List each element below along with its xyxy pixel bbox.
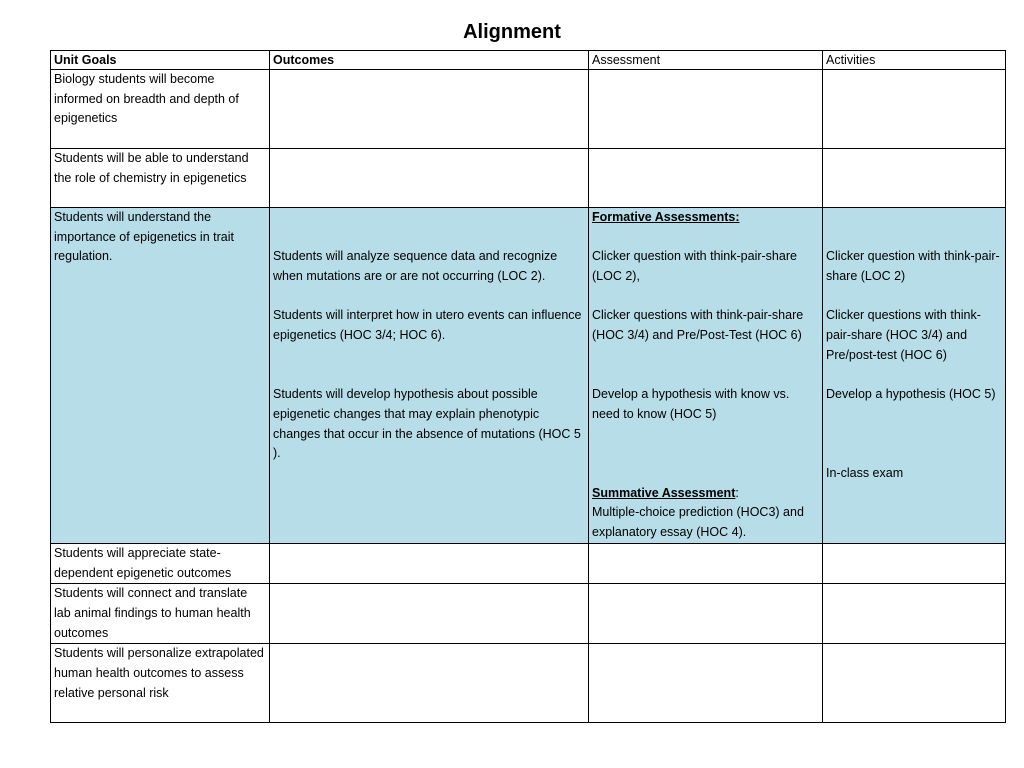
- assessment-cell: [589, 644, 823, 723]
- header-unit-goals: Unit Goals: [51, 51, 270, 70]
- activities-cell: [823, 584, 1006, 644]
- spacer: [826, 405, 1002, 444]
- header-activities: Activities: [823, 51, 1006, 70]
- activity-item: Develop a hypothesis (HOC 5): [826, 387, 996, 402]
- unit-goal-cell: Biology students will become informed on breadth and depth of epigenetics: [51, 70, 270, 149]
- assessment-item: Clicker questions with think-pair-share (HOC 3/4) and Pre/Post-Test (HOC 6): [592, 308, 804, 343]
- activities-cell: [823, 644, 1006, 723]
- assessment-item: Develop a hypothesis with know vs. need to know (HOC 5): [592, 387, 790, 421]
- spacer: [826, 208, 1002, 247]
- outcomes-cell: [270, 543, 589, 583]
- summative-assessment-heading: Summative Assessment: [592, 485, 736, 500]
- spacer: [592, 464, 819, 484]
- spacer: [592, 425, 819, 464]
- outcome-item: Students will develop hypothesis about possible epigenetic changes that may explain phenotypic changes that occur in the absence of mutations (HOC 5 ).: [273, 387, 581, 461]
- outcomes-cell: [270, 584, 589, 644]
- unit-goal-cell: Students will appreciate state-dependent epigenetic outcomes: [51, 543, 270, 583]
- table-row-highlighted: [51, 208, 1006, 544]
- spacer: [592, 346, 819, 385]
- outcomes-cell: [270, 149, 589, 208]
- activities-cell: [823, 208, 1006, 544]
- table-row: [51, 644, 1006, 723]
- assessment-cell: [589, 149, 823, 208]
- outcome-item: Students will analyze sequence data and recognize when mutations are or are not occurring (LOC 2).: [273, 249, 558, 284]
- table-row: [51, 149, 1006, 208]
- header-outcomes: Outcomes: [270, 51, 589, 70]
- unit-goal-cell: Students will personalize extrapolated human health outcomes to assess relative personal risk: [51, 644, 270, 723]
- unit-goal-cell: Students will connect and translate lab animal findings to human health outcomes: [51, 584, 270, 644]
- summative-colon: :: [735, 485, 739, 500]
- spacer: [273, 208, 585, 247]
- outcomes-cell: [270, 70, 589, 149]
- activities-cell: [823, 70, 1006, 149]
- spacer: [592, 228, 819, 248]
- table-header-row: [51, 51, 1006, 70]
- activities-cell: [823, 543, 1006, 583]
- activity-item: Clicker question with think-pair-share (LOC 2): [826, 249, 1000, 284]
- formative-assessments-heading: Formative Assessments:: [592, 210, 740, 224]
- outcomes-cell: [270, 208, 589, 544]
- assessment-cell: [589, 543, 823, 583]
- spacer: [826, 366, 1002, 386]
- spacer: [273, 287, 585, 307]
- page-title: Alignment: [463, 21, 561, 43]
- spacer: [826, 287, 1002, 307]
- activity-item: In-class exam: [826, 466, 904, 481]
- alignment-table: [50, 50, 1006, 723]
- spacer: [592, 287, 819, 307]
- assessment-item: Clicker question with think-pair-share (LOC 2),: [592, 249, 797, 284]
- header-assessment: Assessment: [589, 51, 823, 70]
- unit-goal-cell: Students will be able to understand the role of chemistry in epigenetics: [51, 149, 270, 208]
- activities-cell: [823, 149, 1006, 208]
- table-row: [51, 543, 1006, 583]
- assessment-cell: [589, 208, 823, 544]
- outcome-item: Students will interpret how in utero events can influence epigenetics (HOC 3/4; HOC 6).: [273, 308, 582, 343]
- spacer: [273, 346, 585, 385]
- unit-goal-cell: Students will understand the importance of epigenetics in trait regulation.: [51, 208, 270, 544]
- activity-item: Clicker questions with think-pair-share (HOC 3/4) and Pre/post-test (HOC 6): [826, 308, 981, 362]
- summative-assessment-text: Multiple-choice prediction (HOC3) and explanatory essay (HOC 4).: [592, 505, 804, 540]
- spacer: [826, 444, 1002, 464]
- assessment-cell: [589, 584, 823, 644]
- table-row: [51, 584, 1006, 644]
- summative-assessment-line: [592, 484, 819, 504]
- table-row: [51, 70, 1006, 149]
- outcomes-cell: [270, 644, 589, 723]
- assessment-cell: [589, 70, 823, 149]
